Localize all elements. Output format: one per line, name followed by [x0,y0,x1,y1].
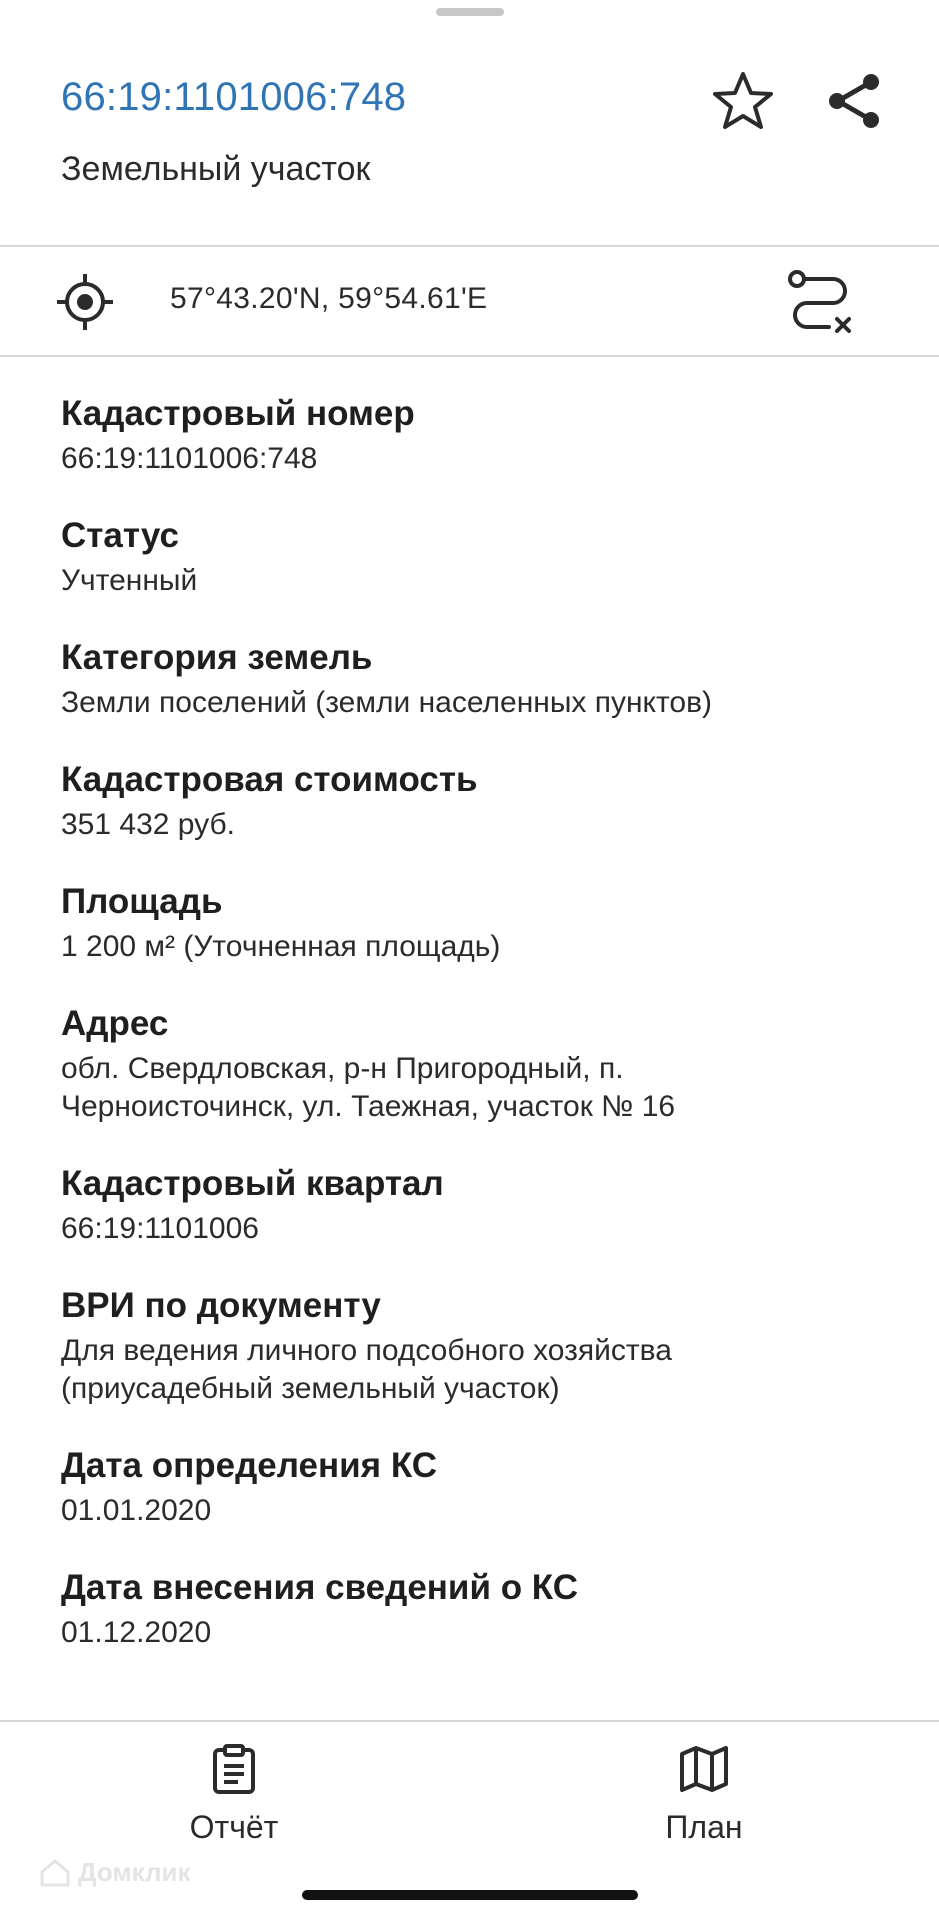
details-list [61,392,901,1688]
home-indicator[interactable] [302,1890,638,1900]
field-cadastral-quarter [61,1162,901,1248]
plan-button[interactable] [604,1743,804,1873]
field-value-line: обл. Свердловская, р-н Пригородный, п. [61,1052,624,1085]
field-value: Учтенный [61,564,198,597]
field-value: 351 432 руб. [61,808,235,841]
coordinates-text[interactable]: 57°43.20'N, 59°54.61'E [170,282,488,315]
field-value: 01.12.2020 [61,1616,212,1649]
header [0,0,939,246]
field-value-line: Черноисточинск, ул. Таежная, участок № 16 [61,1090,676,1123]
report-label: Отчёт [189,1809,279,1845]
field-value: 01.01.2020 [61,1494,212,1527]
field-cadastral-number [61,392,901,478]
route-button[interactable] [780,262,860,342]
field-label: Кадастровый номер [61,394,415,433]
field-value-line: (приусадебный земельный участок) [61,1372,560,1405]
field-cadastral-value [61,758,901,844]
map-icon [678,1743,730,1795]
field-label: Кадастровый квартал [61,1164,444,1203]
locate-button[interactable] [53,270,117,334]
watermark-text: Домклик [78,1857,191,1887]
cadastral-number-title: 66:19:1101006:748 [61,75,407,119]
share-icon [826,71,882,131]
field-label: Дата внесения сведений о КС [61,1568,578,1607]
field-label: ВРИ по документу [61,1286,381,1325]
field-value[interactable]: 66:19:1101006 [61,1212,259,1245]
field-label: Статус [61,516,179,555]
plan-label: План [665,1809,743,1845]
field-permitted-use [61,1284,901,1408]
field-value: Земли поселений (земли населенных пунктов) [61,686,713,719]
object-type-subtitle: Земельный участок [61,150,371,188]
field-value: 1 200 м² (Уточненная площадь) [61,930,501,963]
field-value[interactable]: 66:19:1101006:748 [61,442,318,475]
coordinates-row [0,248,939,354]
field-area [61,880,901,966]
field-value-line: Для ведения личного подсобного хозяйства [61,1334,672,1367]
field-label: Кадастровая стоимость [61,760,478,799]
house-icon [38,1858,72,1888]
field-label: Адрес [61,1004,169,1043]
share-button[interactable] [814,61,894,141]
favorite-button[interactable] [703,61,783,141]
route-clear-icon [785,267,855,337]
field-valuation-date [61,1444,901,1530]
field-land-category [61,636,901,722]
domclick-watermark [38,1857,190,1888]
field-status [61,514,901,600]
field-label: Дата определения КС [61,1446,437,1485]
field-label: Категория земель [61,638,373,677]
star-icon [711,69,775,133]
gps-target-icon [55,272,115,332]
coords-divider [0,355,939,357]
field-address [61,1002,901,1126]
header-divider [0,245,939,247]
field-entry-date [61,1566,901,1652]
clipboard-icon [208,1743,260,1795]
report-button[interactable] [134,1743,334,1873]
field-label: Площадь [61,882,223,921]
